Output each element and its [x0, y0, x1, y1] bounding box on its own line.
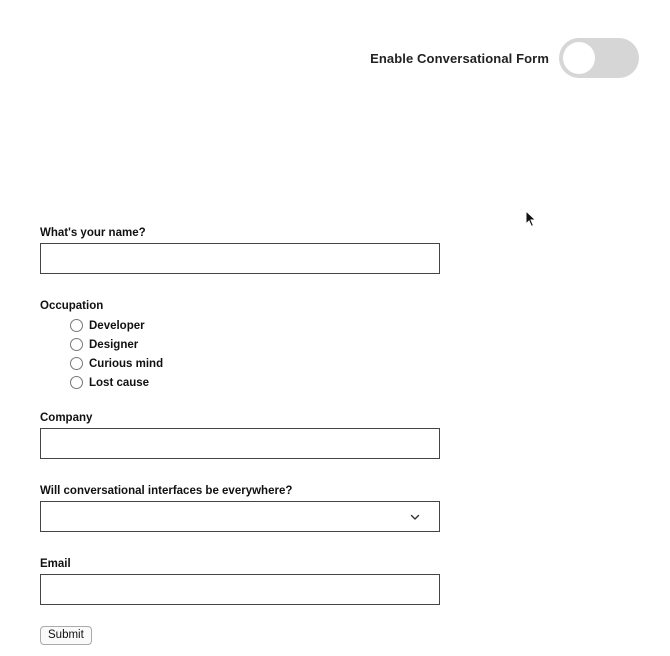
radio-label: Developer: [89, 319, 145, 332]
submit-button[interactable]: Submit: [40, 626, 92, 645]
email-group: [40, 558, 440, 605]
everywhere-label: Will conversational interfaces be everywhere?: [40, 485, 293, 497]
occupation-option-designer[interactable]: [70, 335, 440, 354]
company-label: Company: [40, 412, 93, 424]
conversational-form-toggle-group: [370, 38, 639, 78]
radio-button[interactable]: [70, 338, 83, 351]
everywhere-group: [40, 485, 440, 532]
radio-label: Lost cause: [89, 376, 150, 389]
toggle-knob: [563, 42, 595, 74]
occupation-option-lost-cause[interactable]: [70, 373, 440, 392]
occupation-label: Occupation: [40, 300, 104, 312]
everywhere-select[interactable]: [40, 501, 440, 532]
name-label: What's your name?: [40, 227, 146, 239]
company-input[interactable]: [40, 428, 440, 459]
radio-label: Designer: [89, 338, 139, 351]
occupation-option-developer[interactable]: [70, 316, 440, 335]
radio-button[interactable]: [70, 319, 83, 332]
radio-button[interactable]: [70, 376, 83, 389]
company-group: [40, 412, 440, 459]
conversational-form-toggle[interactable]: [559, 38, 639, 78]
chevron-down-icon: [409, 511, 421, 523]
occupation-options: [70, 316, 440, 392]
email-label: Email: [40, 558, 71, 570]
radio-label: Curious mind: [89, 357, 164, 370]
signup-form: [40, 227, 440, 645]
email-input[interactable]: [40, 574, 440, 605]
name-input[interactable]: [40, 243, 440, 274]
name-group: [40, 227, 440, 274]
occupation-group: [40, 300, 440, 392]
radio-button[interactable]: [70, 357, 83, 370]
mouse-cursor-icon: [525, 210, 537, 228]
toggle-label: Enable Conversational Form: [370, 50, 549, 66]
occupation-option-curious-mind[interactable]: [70, 354, 440, 373]
